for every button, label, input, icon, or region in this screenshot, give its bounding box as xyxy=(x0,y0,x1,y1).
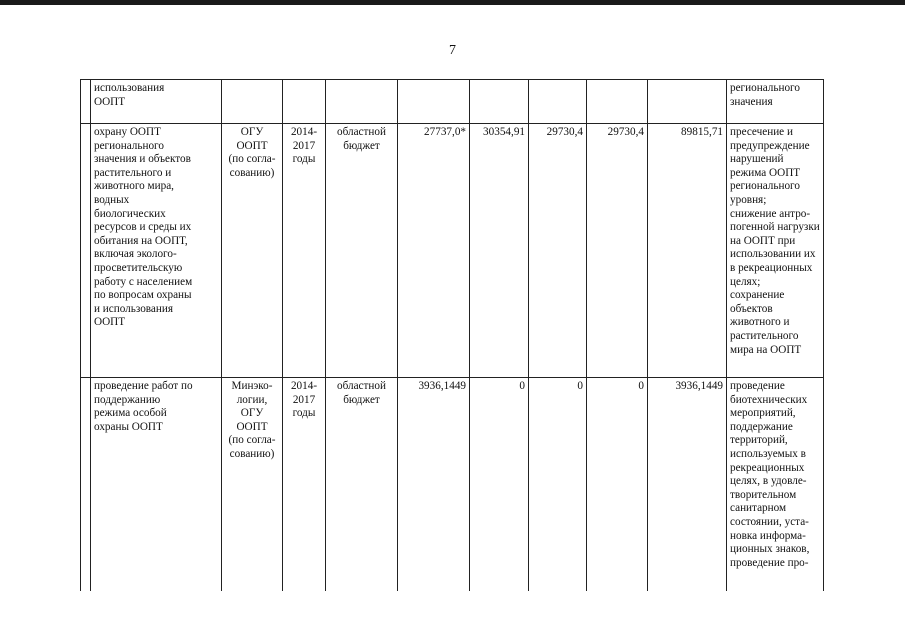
cell-text-line: ООПТ xyxy=(94,316,126,329)
cell-text-line: растительного xyxy=(730,329,799,342)
page-number: 7 xyxy=(449,43,456,58)
period-cell xyxy=(283,124,326,378)
cell-text-line: мира на ООПТ xyxy=(730,343,802,356)
period-cell xyxy=(283,80,326,124)
amount-2014-cell xyxy=(398,124,470,378)
cell-value: 89815,71 xyxy=(681,126,723,138)
number-cell xyxy=(81,378,91,593)
cell-text-line: сованию) xyxy=(229,447,275,460)
cell-text-line: биотехнических xyxy=(730,393,808,406)
cell-text-line: творительном xyxy=(730,488,797,501)
activity-cell xyxy=(91,378,222,593)
cell-text-line: значения и объектов xyxy=(94,153,191,166)
cell-text-line: годы xyxy=(292,153,316,166)
amount-2017-cell xyxy=(587,80,648,124)
cell-text-line: состоянии, уста- xyxy=(730,515,809,528)
table-row xyxy=(81,80,824,124)
cell-text-line: сохранение xyxy=(730,289,785,302)
cell-text-line: областной xyxy=(337,380,386,392)
amount-2015-cell xyxy=(470,80,529,124)
amount-2016-cell xyxy=(529,124,587,378)
cell-text-line: санитарном xyxy=(730,502,787,515)
cell-text-line: обитания на ООПТ, xyxy=(94,234,188,247)
table-row xyxy=(81,124,824,378)
cell-text-line: нарушений xyxy=(730,153,784,166)
amount-total-cell xyxy=(648,80,727,124)
funding-source-cell xyxy=(326,80,398,124)
cell-text-line: бюджет xyxy=(343,139,380,152)
amount-2016-cell xyxy=(529,80,587,124)
cell-text-line: проведение xyxy=(730,380,785,392)
cell-text-line: проведение работ по xyxy=(94,380,193,392)
cell-text-line: ционных знаков, xyxy=(730,543,810,556)
cell-value: 0 xyxy=(519,380,525,392)
cell-text-line: режима особой xyxy=(94,407,167,420)
page-bottom-margin xyxy=(0,591,905,640)
cell-text-line: предупреждение xyxy=(730,139,810,152)
cell-text-line: логии, xyxy=(236,393,268,406)
amount-2016-cell xyxy=(529,378,587,593)
cell-text-line: пресечение и xyxy=(730,126,793,138)
cell-text-line: регионального xyxy=(730,180,800,193)
cell-text-line: (по согла- xyxy=(228,153,276,166)
amount-2017-cell xyxy=(587,124,648,378)
cell-text-line: и использования xyxy=(94,302,174,315)
cell-text-line: использования xyxy=(94,82,165,94)
cell-text-line: в рекреационных xyxy=(730,261,813,274)
cell-text-line: используемых в xyxy=(730,447,806,460)
cell-text-line: регионального xyxy=(94,139,164,152)
amount-2014-cell xyxy=(398,80,470,124)
cell-text-line: 2014- xyxy=(290,380,318,392)
cell-value: 3936,1449 xyxy=(675,380,723,392)
cell-text-line: регионального xyxy=(730,82,800,94)
cell-text-line: растительного и xyxy=(94,166,172,179)
cell-text-line: поддержанию xyxy=(94,393,161,406)
amount-total-cell xyxy=(648,378,727,593)
cell-text-line: мероприятий, xyxy=(730,407,796,420)
cell-text-line: бюджет xyxy=(343,393,380,406)
cell-text-line: сованию) xyxy=(229,166,275,179)
cell-value: 29730,4 xyxy=(546,126,583,138)
cell-text-line: 2014- xyxy=(290,126,318,138)
cell-text-line: территорий, xyxy=(730,434,788,447)
amount-total-cell xyxy=(648,124,727,378)
activity-cell xyxy=(91,124,222,378)
cell-text-line: значения xyxy=(730,95,773,108)
funding-source-cell xyxy=(326,124,398,378)
cell-text-line: режима ООПТ xyxy=(730,166,801,179)
number-cell xyxy=(81,124,91,378)
cell-text-line: снижение антро- xyxy=(730,207,811,220)
amount-2014-cell xyxy=(398,378,470,593)
cell-text-line: просветительскую xyxy=(94,261,183,274)
cell-text-line: ОГУ xyxy=(240,407,264,420)
cell-text-line: погенной нагрузки xyxy=(730,221,820,234)
cell-text-line: поддержание xyxy=(730,420,793,433)
cell-text-line: проведение про- xyxy=(730,556,809,569)
expected-result-cell xyxy=(727,80,824,124)
cell-text-line: рекреационных xyxy=(730,461,805,474)
cell-value: 3936,1449 xyxy=(418,380,466,392)
cell-text-line: областной xyxy=(337,126,386,138)
cell-value: 0 xyxy=(638,380,644,392)
cell-text-line: по вопросам охраны xyxy=(94,289,192,302)
activity-cell xyxy=(91,80,222,124)
cell-text-line: работу с населением xyxy=(94,275,193,288)
amount-2015-cell xyxy=(470,378,529,593)
cell-text-line: Минэко- xyxy=(231,380,273,392)
table-row xyxy=(81,378,824,593)
period-cell xyxy=(283,378,326,593)
cell-text-line: 2017 xyxy=(292,139,316,152)
expected-result-cell xyxy=(727,124,824,378)
cell-value: 0 xyxy=(577,380,583,392)
cell-text-line: ООПТ xyxy=(236,420,268,433)
number-cell xyxy=(81,80,91,124)
executor-cell xyxy=(222,124,283,378)
cell-text-line: биологических xyxy=(94,207,166,220)
cell-text-line: ОГУ xyxy=(240,126,264,138)
amount-2017-cell xyxy=(587,378,648,593)
cell-text-line: охраны ООПТ xyxy=(94,420,163,433)
cell-text-line: целях, в удовле- xyxy=(730,475,807,488)
cell-text-line: объектов xyxy=(730,302,773,315)
cell-text-line: на ООПТ при xyxy=(730,234,796,247)
cell-text-line: целях; xyxy=(730,275,761,288)
cell-value: 29730,4 xyxy=(607,126,644,138)
cell-value: 27737,0* xyxy=(424,126,466,138)
cell-text-line: (по согла- xyxy=(228,434,276,447)
expected-result-cell xyxy=(727,378,824,593)
cell-value: 30354,91 xyxy=(483,126,525,138)
cell-text-line: животного мира, xyxy=(94,180,174,193)
funding-source-cell xyxy=(326,378,398,593)
executor-cell xyxy=(222,80,283,124)
amount-2015-cell xyxy=(470,124,529,378)
cell-text-line: 2017 xyxy=(292,393,316,406)
cell-text-line: охрану ООПТ xyxy=(94,126,161,138)
cell-text-line: животного и xyxy=(730,316,790,329)
cell-text-line: водных xyxy=(94,193,130,206)
cell-text-line: ресурсов и среды их xyxy=(94,221,192,234)
cell-text-line: ООПТ xyxy=(94,95,126,108)
executor-cell xyxy=(222,378,283,593)
cell-text-line: ООПТ xyxy=(236,139,268,152)
cell-text-line: использовании их xyxy=(730,248,816,261)
cell-text-line: годы xyxy=(292,407,316,420)
cell-text-line: новка информа- xyxy=(730,529,806,542)
program-table xyxy=(80,79,824,593)
scan-top-edge xyxy=(0,0,905,5)
cell-text-line: уровня; xyxy=(730,193,767,206)
cell-text-line: включая эколого- xyxy=(94,248,177,261)
